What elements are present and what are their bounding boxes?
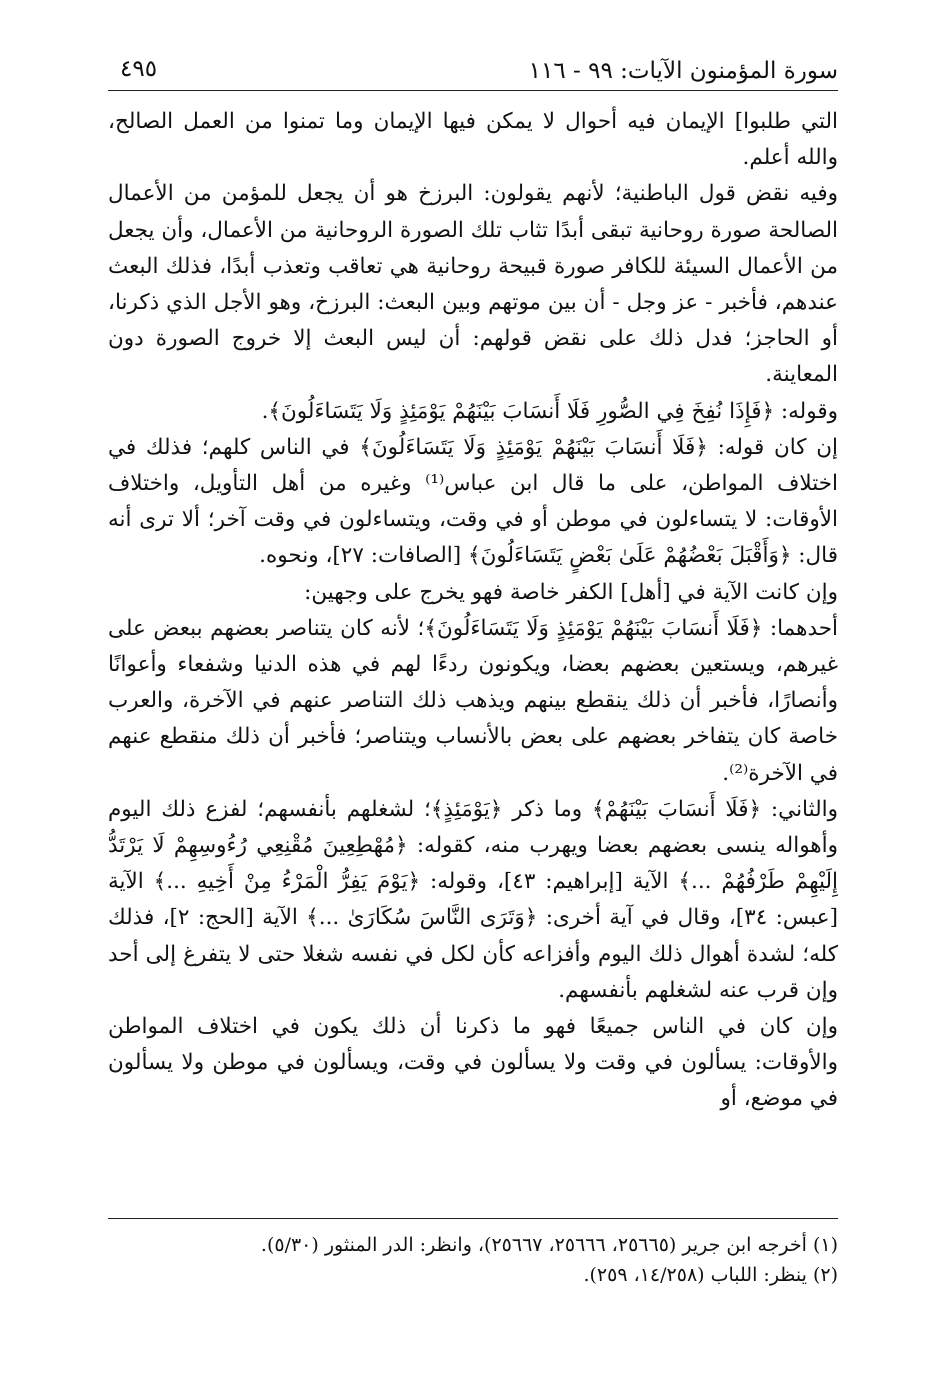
paragraph: والثاني: ﴿فَلَا أَنسَابَ بَيْنَهُمْ﴾ وما ذكر ﴿يَوْمَئِذٍ﴾؛ لشغلهم بأنفسهم؛ لفزع ذلك اليوم وأهواله ينسى بعضهم بعضا ويهرب منه، كقوله: ﴿مُهْطِعِينَ مُقْنِعِي رُءُوسِهِمْ لَا يَرْتَدُّ إِلَيْهِمْ طَرْفُهُمْ ...﴾ الآية [إبراهيم: ٤٣]، وقوله: ﴿يَوْمَ يَفِرُّ الْمَرْءُ مِنْ أَخِيهِ ...﴾ الآية [عبس: ٣٤]، وقال في آية أخرى: ﴿وَتَرَى النَّاسَ سُكَارَىٰ ...﴾ الآية [الحج: ٢]، فذلك كله؛ لشدة أهوال ذلك اليوم وأفزاعه كأن لكل في نفسه شغلا حتى لا يتفرغ إلى أحد وإن قرب عنه لشغلهم بأنفسهم. <box>108 796 839 1003</box>
paragraph: وقوله: ﴿فَإِذَا نُفِخَ فِي الصُّورِ فَلَا أَنسَابَ بَيْنَهُمْ يَوْمَئِذٍ وَلَا يَتَسَاءَلُونَ﴾. <box>261 398 838 424</box>
paragraph: إن كان قوله: ﴿فَلَا أَنسَابَ بَيْنَهُمْ يَوْمَئِذٍ وَلَا يَتَسَاءَلُونَ﴾ في الناس كلهم؛ فذلك في اختلاف المواطن، على ما قال ابن عباس⁽¹⁾ وغيره من أهل التأويل، واختلاف الأوقات: لا يتساءلون في موطن أو في وقت، ويتساءلون في وقت آخر؛ ألا ترى أنه قال: ﴿وَأَقْبَلَ بَعْضُهُمْ عَلَىٰ بَعْضٍ يَتَسَاءَلُونَ﴾ [الصافات: ٢٧]، ونحوه. <box>108 434 838 569</box>
running-title: سورة المؤمنون الآيات: ٩٩ - ١١٦ <box>528 58 838 84</box>
footnote: (٢) ينظر: اللباب (١٤/٢٥٨، ٢٥٩). <box>583 1264 838 1286</box>
paragraph: وإن كان في الناس جميعًا فهو ما ذكرنا أن ذلك يكون في اختلاف المواطن والأوقات: يسألون في وقت ولا يسألون في وقت، ويسألون في موطن ولا يسألون في موضع، أو <box>108 1014 838 1112</box>
footnotes <box>108 1230 838 1290</box>
main-text <box>108 104 838 1214</box>
paragraph: التي طلبوا] الإيمان فيه أحوال لا يمكن فيها الإيمان وما تمنوا من العمل الصالح، والله أعلم. <box>108 109 838 171</box>
paragraph: وإن كانت الآية في [أهل] الكفر خاصة فهو يخرج على وجهين: <box>304 579 838 605</box>
paragraph: أحدهما: ﴿فَلَا أَنسَابَ بَيْنَهُمْ يَوْمَئِذٍ وَلَا يَتَسَاءَلُونَ﴾؛ لأنه كان يتناصر بعضهم ببعض على غيرهم، ويستعين بعضهم بعضا، ويكونون ردءًا لهم في هذه الدنيا وشفعاء وأعوانًا وأنصارًا، فأخبر أن ذلك ينقطع بينهم ويذهب ذلك التناصر عنهم في الآخرة، والعرب خاصة كان يتفاخر بعضهم على بعض بالأنساب ويتناصر؛ فأخبر أن ذلك منقطع عنهم في الآخرة⁽²⁾. <box>108 615 838 786</box>
footnote: (١) أخرجه ابن جرير (٢٥٦٦٥، ٢٥٦٦٦، ٢٥٦٦٧)، وانظر: الدر المنثور (٥/٣٠). <box>260 1234 838 1256</box>
paragraph: وفيه نقض قول الباطنية؛ لأنهم يقولون: البرزخ هو أن يجعل للمؤمن من الأعمال الصالحة صورة روحانية تبقى أبدًا تثاب تلك الصورة الروحانية من الأعمال، وأن يجعل من الأعمال السيئة للكافر صورة قبيحة روحانية هي تعاقب وتعذب أبدًا، فذلك البعث عندهم، فأخبر - عز وجل - أن بين موتهم وبين البعث: البرزخ، وهو الأجل الذي ذكرنا، أو الحاجز؛ فدل ذلك على نقض قولهم: أن ليس البعث إلا خروج الصورة دون المعاينة. <box>108 181 838 388</box>
page-number: ٤٩٥ <box>120 56 158 82</box>
running-header <box>108 52 838 91</box>
footnote-separator <box>108 1218 838 1219</box>
